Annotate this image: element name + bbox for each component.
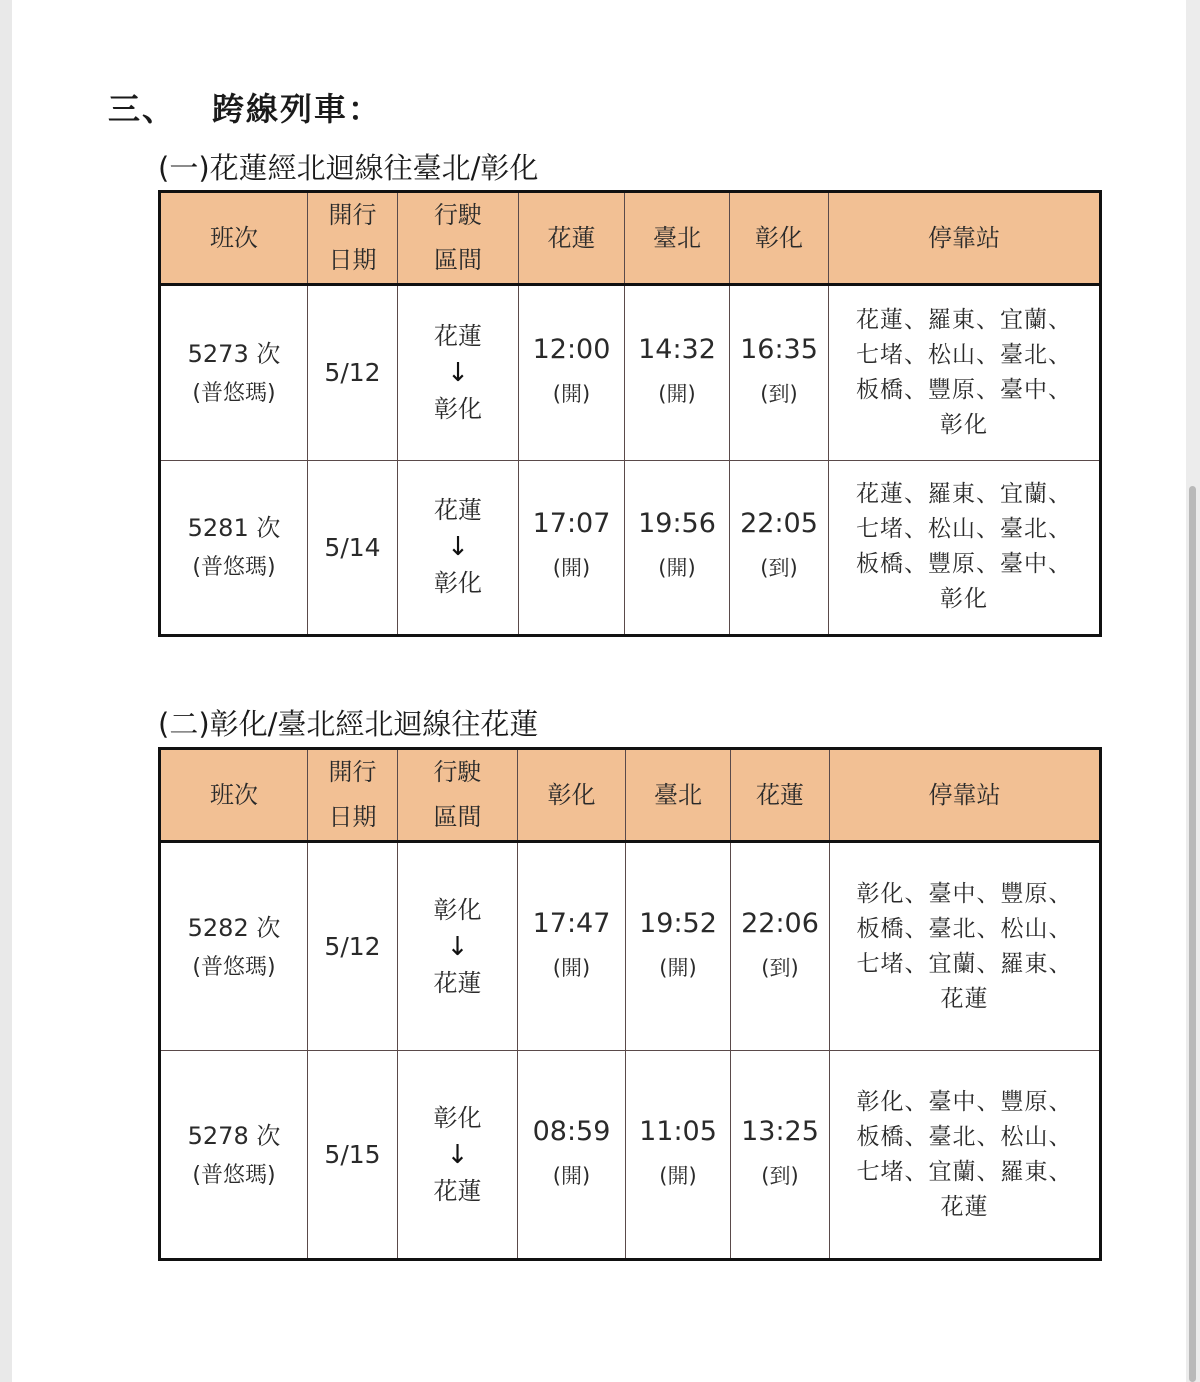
time-cell: 22:05 (到): [730, 460, 829, 636]
stops-cell: 彰化、臺中、豐原、 板橋、臺北、松山、 七堵、宜蘭、羅東、 花蓮: [830, 1051, 1101, 1260]
header-train: 班次: [160, 749, 308, 842]
scrollbar-thumb[interactable]: [1189, 486, 1196, 1382]
time-cell: 22:06 (到): [731, 842, 830, 1051]
stops-cell: 花蓮、羅東、宜蘭、 七堵、松山、臺北、 板橋、豐原、臺中、 彰化: [829, 285, 1101, 461]
table-row: [160, 460, 1101, 636]
table-header-row: [160, 749, 1101, 842]
route-cell: 彰化 ↓ 花蓮: [398, 842, 518, 1051]
table-row: [160, 842, 1101, 1051]
time-cell: 19:56 (開): [625, 460, 730, 636]
header-range: 行駛 區間: [398, 192, 519, 285]
train-cell: 5273 次 (普悠瑪): [160, 285, 308, 461]
arrow-down-icon: ↓: [446, 931, 469, 962]
header-date: 開行 日期: [308, 749, 398, 842]
time-cell: 11:05 (開): [626, 1051, 731, 1260]
time-cell: 12:00 (開): [519, 285, 625, 461]
section-title: 跨線列車：: [212, 90, 383, 128]
date-cell: 5/15: [308, 1051, 398, 1260]
header-station-2: 臺北: [625, 192, 730, 285]
header-date: 開行 日期: [308, 192, 398, 285]
route-cell: 花蓮 ↓ 彰化: [398, 285, 519, 461]
arrow-down-icon: ↓: [447, 532, 469, 563]
table-header-row: [160, 192, 1101, 285]
route-cell: 彰化 ↓ 花蓮: [398, 1051, 518, 1260]
date-cell: 5/14: [308, 460, 398, 636]
train-cell: 5281 次 (普悠瑪): [160, 460, 308, 636]
header-station-3: 花蓮: [731, 749, 830, 842]
route-cell: 花蓮 ↓ 彰化: [398, 460, 519, 636]
time-cell: 17:07 (開): [519, 460, 625, 636]
table-row: [160, 1051, 1101, 1260]
time-cell: 16:35 (到): [730, 285, 829, 461]
date-cell: 5/12: [308, 285, 398, 461]
arrow-down-icon: ↓: [447, 357, 469, 388]
header-station-1: 花蓮: [519, 192, 625, 285]
time-cell: 19:52 (開): [626, 842, 731, 1051]
train-cell: 5278 次 (普悠瑪): [160, 1051, 308, 1260]
header-stops: 停靠站: [830, 749, 1101, 842]
time-cell: 17:47 (開): [518, 842, 626, 1051]
arrow-down-icon: ↓: [446, 1139, 469, 1170]
schedule-table-2: [158, 747, 1102, 1261]
stops-cell: 彰化、臺中、豐原、 板橋、臺北、松山、 七堵、宜蘭、羅東、 花蓮: [830, 842, 1101, 1051]
time-cell: 13:25 (到): [731, 1051, 830, 1260]
header-station-1: 彰化: [518, 749, 626, 842]
date-cell: 5/12: [308, 842, 398, 1051]
time-cell: 14:32 (開): [625, 285, 730, 461]
header-train: 班次: [160, 192, 308, 285]
page-edge-left: [0, 0, 12, 1382]
time-cell: 08:59 (開): [518, 1051, 626, 1260]
train-cell: 5282 次 (普悠瑪): [160, 842, 308, 1051]
table2-subtitle: (二)彰化/臺北經北迴線往花蓮: [158, 707, 539, 741]
stops-cell: 花蓮、羅東、宜蘭、 七堵、松山、臺北、 板橋、豐原、臺中、 彰化: [829, 460, 1101, 636]
section-heading: [108, 84, 382, 130]
schedule-table-1: [158, 190, 1102, 637]
table-row: [160, 285, 1101, 461]
header-stops: 停靠站: [829, 192, 1101, 285]
header-range: 行駛 區間: [398, 749, 518, 842]
table1-subtitle: (一)花蓮經北迴線往臺北/彰化: [158, 151, 539, 185]
header-station-2: 臺北: [626, 749, 731, 842]
section-number: 三、: [108, 90, 177, 128]
header-station-3: 彰化: [730, 192, 829, 285]
